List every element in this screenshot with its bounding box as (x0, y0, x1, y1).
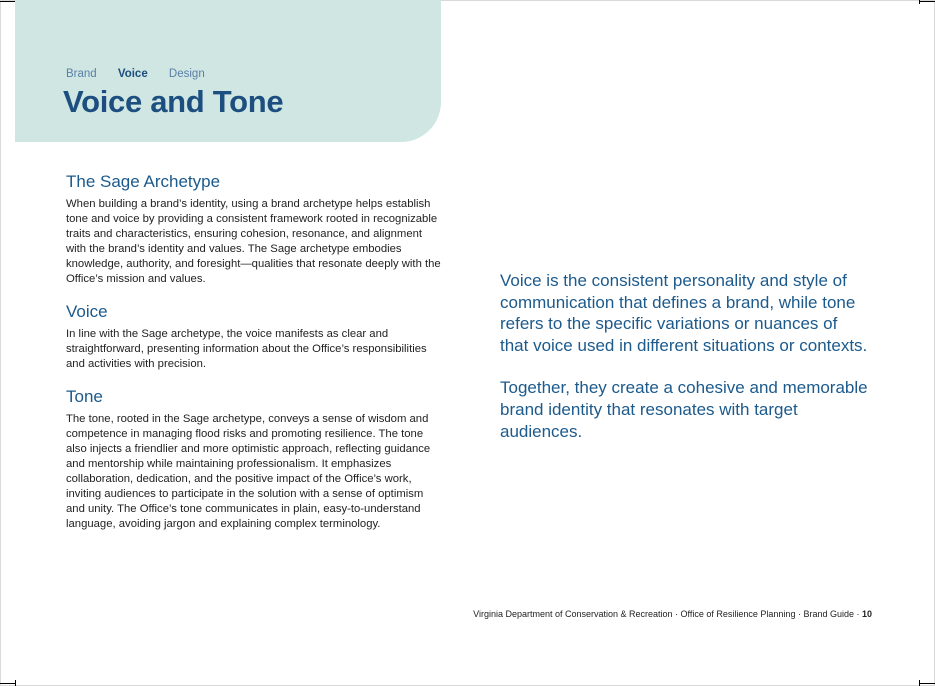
crop-mark-bottom-left (0, 683, 16, 684)
crop-mark-top-left (0, 1, 16, 2)
breadcrumb-brand[interactable]: Brand (66, 68, 97, 80)
crop-mark-bottom-right (919, 683, 935, 684)
page-number: 10 (861, 609, 872, 619)
left-column (66, 172, 442, 547)
footer (473, 609, 872, 619)
breadcrumb (66, 68, 223, 80)
crop-mark-top-right (919, 1, 935, 2)
callout (500, 270, 870, 463)
section-body-voice: In line with the Sage archetype, the voice manifests as clear and straightforward, presenting information about the Office’s responsibilities and activities with precision. (66, 328, 427, 370)
callout-paragraph-2: Together, they create a cohesive and memorable brand identity that resonates with target audiences. (500, 378, 868, 441)
callout-paragraph-1: Voice is the consistent personality and style of communication that defines a brand, while tone refers to the specific variations or nuances of that voice used in different situations or contexts. (500, 271, 868, 355)
section-heading-sage: The Sage Archetype (66, 172, 221, 191)
section-heading-tone: Tone (66, 387, 103, 406)
section-body-sage: When building a brand’s identity, using a brand archetype helps establish tone and voice by providing a consistent framework rooted in recognizable traits and characteristics, ensuring cohesion, resonance, and alignment with the brand’s identity and values. The Sage archetype embodies knowledge, authority, and foresight—qualities that resonate deeply with the Office’s mission and values. (66, 198, 441, 285)
crop-mark-top-right-v (919, 0, 920, 4)
footer-text: Virginia Department of Conservation & Recreation · Office of Resilience Planning · Brand Guide · (473, 609, 862, 619)
breadcrumb-voice[interactable]: Voice (117, 68, 148, 80)
section-heading-voice: Voice (66, 302, 108, 321)
page-title: Voice and Tone (63, 84, 284, 119)
breadcrumb-design[interactable]: Design (168, 68, 205, 80)
crop-mark-bottom-right-v (919, 680, 920, 686)
crop-mark-bottom-left-v (15, 680, 16, 686)
section-body-tone: The tone, rooted in the Sage archetype, conveys a sense of wisdom and competence in managing flood risks and promoting resilience. The tone also injects a friendlier and more optimistic approach, reflecting guidance and mentorship while maintaining professionalism. It emphasizes collaboration, dedication, and the positive impact of the Office’s work, inviting audiences to participate in the solution with a sense of optimism and unity. The Office’s tone communicates in plain, easy-to-understand language, avoiding jargon and explaining complex terminology. (66, 413, 431, 530)
